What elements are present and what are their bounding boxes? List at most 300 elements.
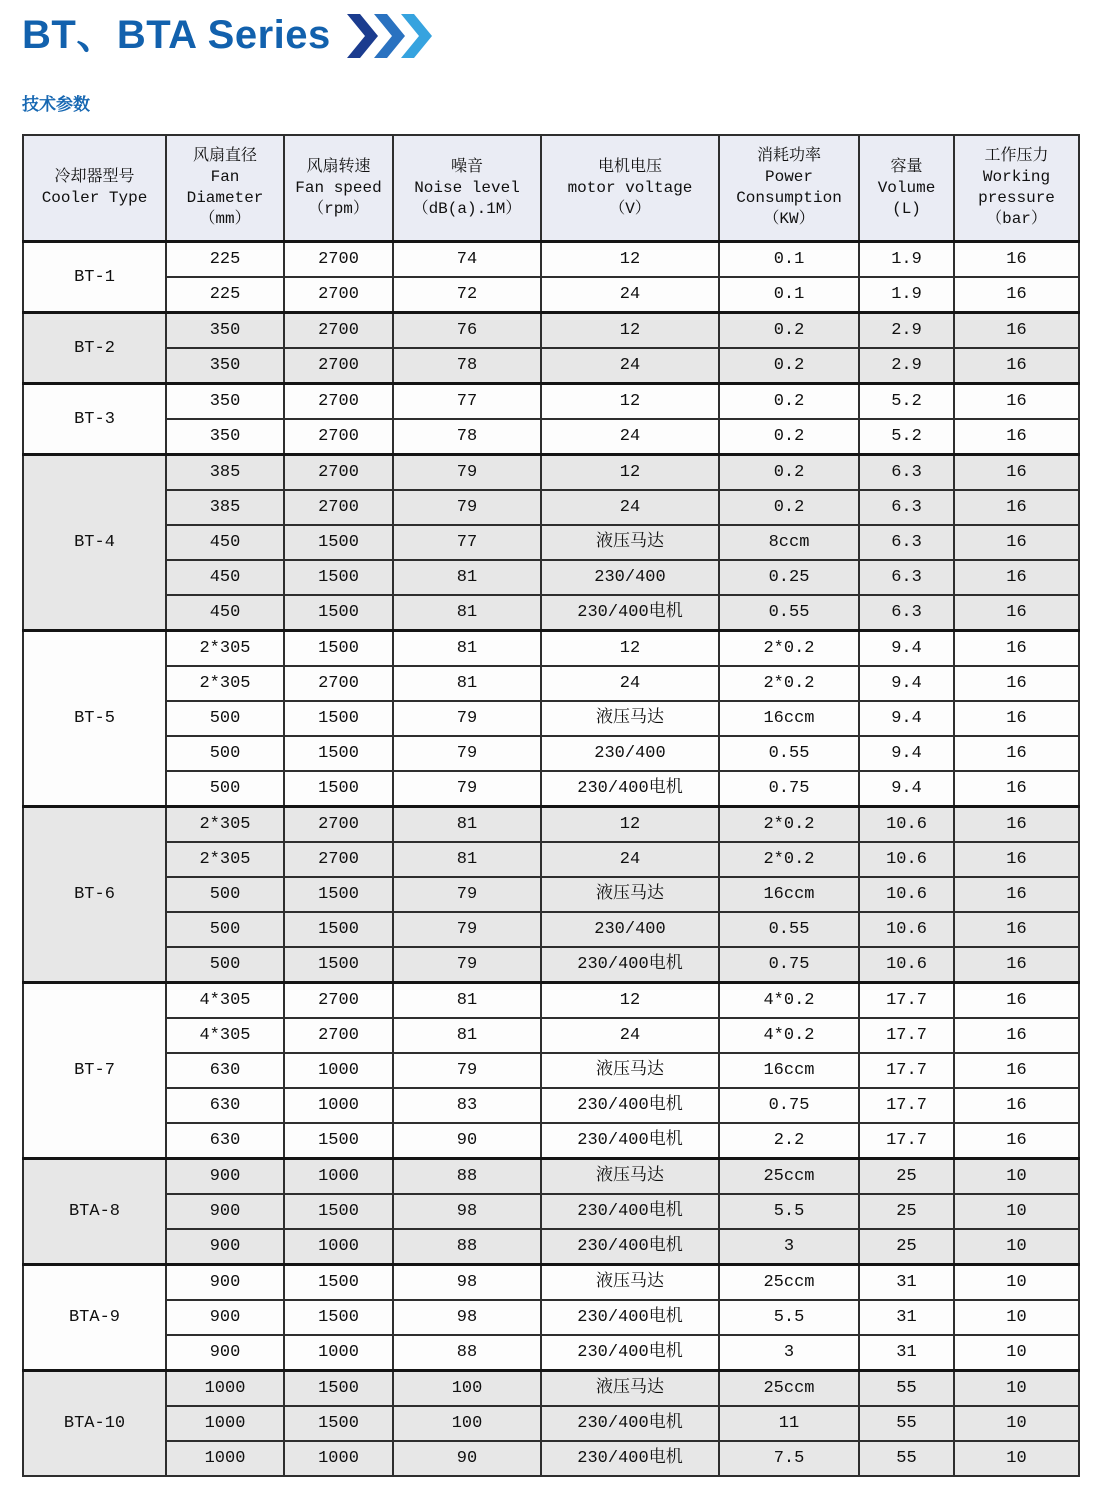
table-cell: 16 <box>954 1123 1079 1159</box>
table-cell: 2700 <box>284 807 393 843</box>
table-cell: 16 <box>954 595 1079 631</box>
table-cell: 0.75 <box>719 771 859 807</box>
table-cell: 1000 <box>284 1441 393 1476</box>
table-cell: 81 <box>393 983 541 1019</box>
table-row <box>23 1123 1079 1159</box>
table-row <box>23 490 1079 525</box>
table-cell: 24 <box>541 1018 719 1053</box>
table-row <box>23 242 1079 278</box>
table-cell: 98 <box>393 1300 541 1335</box>
table-cell: 25 <box>859 1229 954 1265</box>
table-cell: 81 <box>393 807 541 843</box>
table-cell: 350 <box>166 348 284 384</box>
table-cell: 1000 <box>166 1441 284 1476</box>
table-cell: 17.7 <box>859 1018 954 1053</box>
cooler-type-cell: BT-4 <box>23 455 166 631</box>
col-header-cooler-type: 冷却器型号 Cooler Type <box>23 135 166 242</box>
table-cell: 450 <box>166 595 284 631</box>
table-cell: 16 <box>954 1088 1079 1123</box>
table-cell: 9.4 <box>859 736 954 771</box>
table-cell: 1500 <box>284 1371 393 1407</box>
table-cell: 0.1 <box>719 242 859 278</box>
table-cell: 6.3 <box>859 525 954 560</box>
table-cell: 225 <box>166 242 284 278</box>
table-row <box>23 1159 1079 1195</box>
table-cell: 79 <box>393 771 541 807</box>
table-cell: 230/400电机 <box>541 1194 719 1229</box>
table-cell: 10 <box>954 1229 1079 1265</box>
table-cell: 81 <box>393 595 541 631</box>
table-cell: 1000 <box>284 1053 393 1088</box>
table-cell: 0.75 <box>719 947 859 983</box>
table-cell: 88 <box>393 1159 541 1195</box>
table-cell: 31 <box>859 1265 954 1301</box>
table-cell: 24 <box>541 419 719 455</box>
table-cell: 24 <box>541 277 719 313</box>
table-cell: 16 <box>954 1053 1079 1088</box>
cooler-type-cell: BTA-8 <box>23 1159 166 1265</box>
table-cell: 500 <box>166 736 284 771</box>
table-cell: 5.2 <box>859 419 954 455</box>
table-cell: 16 <box>954 807 1079 843</box>
table-cell: 2*305 <box>166 807 284 843</box>
table-cell: 10 <box>954 1300 1079 1335</box>
table-cell: 16 <box>954 1018 1079 1053</box>
table-row <box>23 983 1079 1019</box>
table-cell: 10 <box>954 1441 1079 1476</box>
table-cell: 1.9 <box>859 277 954 313</box>
table-cell: 83 <box>393 1088 541 1123</box>
table-cell: 17.7 <box>859 1123 954 1159</box>
table-cell: 90 <box>393 1441 541 1476</box>
table-cell: 16 <box>954 560 1079 595</box>
table-cell: 2.9 <box>859 313 954 349</box>
table-cell: 液压马达 <box>541 1053 719 1088</box>
table-cell: 16 <box>954 419 1079 455</box>
table-cell: 液压马达 <box>541 701 719 736</box>
table-cell: 17.7 <box>859 1088 954 1123</box>
table-cell: 1500 <box>284 701 393 736</box>
table-cell: 2700 <box>284 666 393 701</box>
table-cell: 1000 <box>284 1335 393 1371</box>
table-cell: 79 <box>393 947 541 983</box>
table-cell: 10 <box>954 1406 1079 1441</box>
table-cell: 0.2 <box>719 419 859 455</box>
table-row <box>23 455 1079 491</box>
table-cell: 4*0.2 <box>719 1018 859 1053</box>
table-cell: 16 <box>954 277 1079 313</box>
table-cell: 31 <box>859 1335 954 1371</box>
table-cell: 9.4 <box>859 666 954 701</box>
cooler-type-cell: BT-1 <box>23 242 166 313</box>
table-cell: 1500 <box>284 736 393 771</box>
table-cell: 230/400电机 <box>541 1123 719 1159</box>
table-cell: 0.2 <box>719 313 859 349</box>
table-cell: 液压马达 <box>541 1159 719 1195</box>
table-cell: 2*0.2 <box>719 842 859 877</box>
col-header-power-consumption: 消耗功率 Power Consumption （KW） <box>719 135 859 242</box>
table-cell: 230/400电机 <box>541 771 719 807</box>
table-cell: 2*305 <box>166 842 284 877</box>
table-cell: 2*0.2 <box>719 666 859 701</box>
table-cell: 0.1 <box>719 277 859 313</box>
table-cell: 230/400电机 <box>541 1300 719 1335</box>
table-cell: 900 <box>166 1194 284 1229</box>
table-cell: 79 <box>393 701 541 736</box>
table-cell: 17.7 <box>859 1053 954 1088</box>
table-cell: 79 <box>393 877 541 912</box>
table-cell: 1500 <box>284 1406 393 1441</box>
table-cell: 1000 <box>284 1088 393 1123</box>
table-row <box>23 701 1079 736</box>
table-cell: 0.55 <box>719 736 859 771</box>
table-row <box>23 947 1079 983</box>
table-cell: 2700 <box>284 455 393 491</box>
table-cell: 1500 <box>284 631 393 667</box>
table-cell: 16 <box>954 313 1079 349</box>
table-cell: 12 <box>541 631 719 667</box>
table-cell: 25ccm <box>719 1371 859 1407</box>
table-cell: 900 <box>166 1159 284 1195</box>
table-row <box>23 1300 1079 1335</box>
table-row <box>23 384 1079 420</box>
table-cell: 1500 <box>284 560 393 595</box>
table-row <box>23 595 1079 631</box>
table-cell: 74 <box>393 242 541 278</box>
col-header-motor-voltage: 电机电压 motor voltage （V） <box>541 135 719 242</box>
table-cell: 16 <box>954 348 1079 384</box>
table-cell: 900 <box>166 1265 284 1301</box>
table-cell: 16 <box>954 490 1079 525</box>
table-cell: 4*305 <box>166 983 284 1019</box>
table-cell: 1500 <box>284 525 393 560</box>
table-cell: 500 <box>166 877 284 912</box>
table-cell: 6.3 <box>859 595 954 631</box>
table-cell: 230/400电机 <box>541 1335 719 1371</box>
table-row <box>23 912 1079 947</box>
table-cell: 16 <box>954 877 1079 912</box>
col-header-volume: 容量 Volume (L) <box>859 135 954 242</box>
table-cell: 500 <box>166 771 284 807</box>
table-cell: 8ccm <box>719 525 859 560</box>
table-cell: 液压马达 <box>541 877 719 912</box>
table-cell: 500 <box>166 701 284 736</box>
table-row <box>23 1018 1079 1053</box>
table-cell: 100 <box>393 1406 541 1441</box>
table-cell: 10 <box>954 1371 1079 1407</box>
table-header <box>23 135 1079 242</box>
table-cell: 350 <box>166 384 284 420</box>
table-cell: 2.2 <box>719 1123 859 1159</box>
table-cell: 230/400电机 <box>541 1088 719 1123</box>
table-cell: 2700 <box>284 384 393 420</box>
table-cell: 78 <box>393 348 541 384</box>
table-cell: 10.6 <box>859 912 954 947</box>
header-row <box>23 135 1079 242</box>
table-cell: 1500 <box>284 595 393 631</box>
table-cell: 230/400 <box>541 912 719 947</box>
table-cell: 1000 <box>284 1229 393 1265</box>
table-cell: 2700 <box>284 1018 393 1053</box>
col-header-fan-diameter: 风扇直径 Fan Diameter （mm） <box>166 135 284 242</box>
section-label: 技术参数 <box>22 95 90 114</box>
table-cell: 81 <box>393 842 541 877</box>
table-row <box>23 631 1079 667</box>
page-title: BT、BTA Series <box>22 13 331 57</box>
table-row <box>23 1229 1079 1265</box>
table-cell: 2700 <box>284 490 393 525</box>
table-cell: 4*0.2 <box>719 983 859 1019</box>
table-cell: 16 <box>954 701 1079 736</box>
table-cell: 16ccm <box>719 1053 859 1088</box>
table-cell: 3 <box>719 1229 859 1265</box>
table-cell: 10 <box>954 1194 1079 1229</box>
table-cell: 98 <box>393 1265 541 1301</box>
table-cell: 88 <box>393 1335 541 1371</box>
table-cell: 2700 <box>284 419 393 455</box>
table-cell: 81 <box>393 666 541 701</box>
table-cell: 55 <box>859 1371 954 1407</box>
table-cell: 0.75 <box>719 1088 859 1123</box>
table-row <box>23 277 1079 313</box>
table-cell: 16 <box>954 525 1079 560</box>
table-cell: 9.4 <box>859 631 954 667</box>
table-cell: 78 <box>393 419 541 455</box>
table-cell: 16 <box>954 666 1079 701</box>
table-row <box>23 1441 1079 1476</box>
table-cell: 12 <box>541 983 719 1019</box>
table-cell: 230/400电机 <box>541 947 719 983</box>
table-cell: 2*0.2 <box>719 807 859 843</box>
table-cell: 2700 <box>284 842 393 877</box>
table-cell: 76 <box>393 313 541 349</box>
table-cell: 450 <box>166 560 284 595</box>
table-cell: 630 <box>166 1053 284 1088</box>
table-cell: 1000 <box>284 1159 393 1195</box>
table-cell: 2700 <box>284 313 393 349</box>
table-cell: 2700 <box>284 348 393 384</box>
table-cell: 1500 <box>284 1123 393 1159</box>
table-cell: 5.5 <box>719 1194 859 1229</box>
table-row <box>23 560 1079 595</box>
col-header-noise-level: 噪音 Noise level （dB(a).1M） <box>393 135 541 242</box>
table-cell: 230/400电机 <box>541 1441 719 1476</box>
table-cell: 2700 <box>284 277 393 313</box>
table-cell: 1.9 <box>859 242 954 278</box>
table-cell: 液压马达 <box>541 1265 719 1301</box>
col-header-fan-speed: 风扇转速 Fan speed （rpm） <box>284 135 393 242</box>
chevron-dark-icon <box>347 14 378 58</box>
table-row <box>23 1194 1079 1229</box>
cooler-type-cell: BT-2 <box>23 313 166 384</box>
table-cell: 24 <box>541 348 719 384</box>
table-cell: 16 <box>954 983 1079 1019</box>
table-body <box>23 242 1079 1477</box>
table-cell: 88 <box>393 1229 541 1265</box>
cooler-type-cell: BT-6 <box>23 807 166 983</box>
col-header-working-pressure: 工作压力 Working pressure （bar） <box>954 135 1079 242</box>
table-cell: 25 <box>859 1194 954 1229</box>
table-cell: 0.2 <box>719 455 859 491</box>
table-cell: 12 <box>541 313 719 349</box>
table-cell: 12 <box>541 455 719 491</box>
table-cell: 79 <box>393 912 541 947</box>
table-cell: 31 <box>859 1300 954 1335</box>
table-cell: 2700 <box>284 983 393 1019</box>
table-row <box>23 1265 1079 1301</box>
table-row <box>23 1406 1079 1441</box>
table-row <box>23 313 1079 349</box>
table-row <box>23 419 1079 455</box>
table-cell: 16 <box>954 455 1079 491</box>
table-cell: 10 <box>954 1265 1079 1301</box>
table-cell: 3 <box>719 1335 859 1371</box>
table-cell: 5.2 <box>859 384 954 420</box>
table-cell: 16 <box>954 771 1079 807</box>
table-cell: 12 <box>541 807 719 843</box>
table-cell: 500 <box>166 947 284 983</box>
table-cell: 230/400 <box>541 560 719 595</box>
table-cell: 1500 <box>284 912 393 947</box>
chevron-mid-icon <box>374 14 405 58</box>
cooler-type-cell: BT-7 <box>23 983 166 1159</box>
table-cell: 16 <box>954 947 1079 983</box>
table-cell: 79 <box>393 455 541 491</box>
table-row <box>23 666 1079 701</box>
table-cell: 16ccm <box>719 877 859 912</box>
table-cell: 1500 <box>284 1265 393 1301</box>
table-row <box>23 1371 1079 1407</box>
table-cell: 1500 <box>284 1194 393 1229</box>
table-cell: 81 <box>393 631 541 667</box>
table-cell: 72 <box>393 277 541 313</box>
table-cell: 11 <box>719 1406 859 1441</box>
table-cell: 16 <box>954 842 1079 877</box>
table-cell: 230/400电机 <box>541 1229 719 1265</box>
table-cell: 25ccm <box>719 1265 859 1301</box>
table-cell: 1500 <box>284 947 393 983</box>
spec-table <box>22 134 1080 1477</box>
table-cell: 55 <box>859 1441 954 1476</box>
table-cell: 12 <box>541 242 719 278</box>
table-cell: 10.6 <box>859 807 954 843</box>
table-cell: 55 <box>859 1406 954 1441</box>
table-cell: 16ccm <box>719 701 859 736</box>
table-cell: 25ccm <box>719 1159 859 1195</box>
table-cell: 24 <box>541 666 719 701</box>
table-cell: 900 <box>166 1229 284 1265</box>
cooler-type-cell: BTA-10 <box>23 1371 166 1477</box>
table-cell: 液压马达 <box>541 1371 719 1407</box>
table-cell: 1500 <box>284 771 393 807</box>
table-cell: 630 <box>166 1123 284 1159</box>
table-cell: 630 <box>166 1088 284 1123</box>
table-cell: 0.55 <box>719 912 859 947</box>
table-cell: 10 <box>954 1335 1079 1371</box>
table-cell: 4*305 <box>166 1018 284 1053</box>
table-row <box>23 1335 1079 1371</box>
table-cell: 79 <box>393 736 541 771</box>
table-cell: 77 <box>393 384 541 420</box>
table-cell: 25 <box>859 1159 954 1195</box>
table-cell: 1500 <box>284 877 393 912</box>
table-cell: 6.3 <box>859 490 954 525</box>
table-cell: 9.4 <box>859 771 954 807</box>
table-cell: 0.2 <box>719 348 859 384</box>
table-row <box>23 1088 1079 1123</box>
table-cell: 2*0.2 <box>719 631 859 667</box>
table-cell: 2*305 <box>166 666 284 701</box>
table-cell: 10.6 <box>859 947 954 983</box>
table-cell: 0.25 <box>719 560 859 595</box>
table-cell: 98 <box>393 1194 541 1229</box>
table-row <box>23 348 1079 384</box>
table-cell: 6.3 <box>859 455 954 491</box>
page-header <box>22 8 1078 62</box>
table-cell: 7.5 <box>719 1441 859 1476</box>
table-cell: 16 <box>954 384 1079 420</box>
table-cell: 24 <box>541 490 719 525</box>
table-cell: 12 <box>541 384 719 420</box>
table-cell: 液压马达 <box>541 525 719 560</box>
table-cell: 79 <box>393 1053 541 1088</box>
table-cell: 16 <box>954 912 1079 947</box>
table-cell: 16 <box>954 736 1079 771</box>
table-cell: 230/400电机 <box>541 1406 719 1441</box>
table-row <box>23 771 1079 807</box>
table-cell: 0.55 <box>719 595 859 631</box>
table-cell: 1000 <box>166 1371 284 1407</box>
table-cell: 900 <box>166 1335 284 1371</box>
cooler-type-cell: BT-3 <box>23 384 166 455</box>
table-cell: 5.5 <box>719 1300 859 1335</box>
table-cell: 230/400 <box>541 736 719 771</box>
table-cell: 79 <box>393 490 541 525</box>
table-cell: 450 <box>166 525 284 560</box>
table-cell: 2700 <box>284 242 393 278</box>
table-cell: 16 <box>954 631 1079 667</box>
table-cell: 10.6 <box>859 877 954 912</box>
table-cell: 9.4 <box>859 701 954 736</box>
table-row <box>23 877 1079 912</box>
table-cell: 90 <box>393 1123 541 1159</box>
table-row <box>23 807 1079 843</box>
table-cell: 350 <box>166 419 284 455</box>
table-cell: 2*305 <box>166 631 284 667</box>
table-cell: 225 <box>166 277 284 313</box>
table-cell: 1500 <box>284 1300 393 1335</box>
table-cell: 17.7 <box>859 983 954 1019</box>
table-row <box>23 736 1079 771</box>
table-cell: 2.9 <box>859 348 954 384</box>
table-cell: 385 <box>166 455 284 491</box>
chevron-light-icon <box>401 14 432 58</box>
table-cell: 230/400电机 <box>541 595 719 631</box>
table-cell: 385 <box>166 490 284 525</box>
triple-chevron-icon <box>347 14 433 58</box>
table-cell: 100 <box>393 1371 541 1407</box>
table-cell: 10.6 <box>859 842 954 877</box>
table-row <box>23 842 1079 877</box>
table-cell: 350 <box>166 313 284 349</box>
table-row <box>23 1053 1079 1088</box>
cooler-type-cell: BTA-9 <box>23 1265 166 1371</box>
table-row <box>23 525 1079 560</box>
table-cell: 0.2 <box>719 490 859 525</box>
table-cell: 81 <box>393 560 541 595</box>
table-cell: 1000 <box>166 1406 284 1441</box>
table-cell: 10 <box>954 1159 1079 1195</box>
